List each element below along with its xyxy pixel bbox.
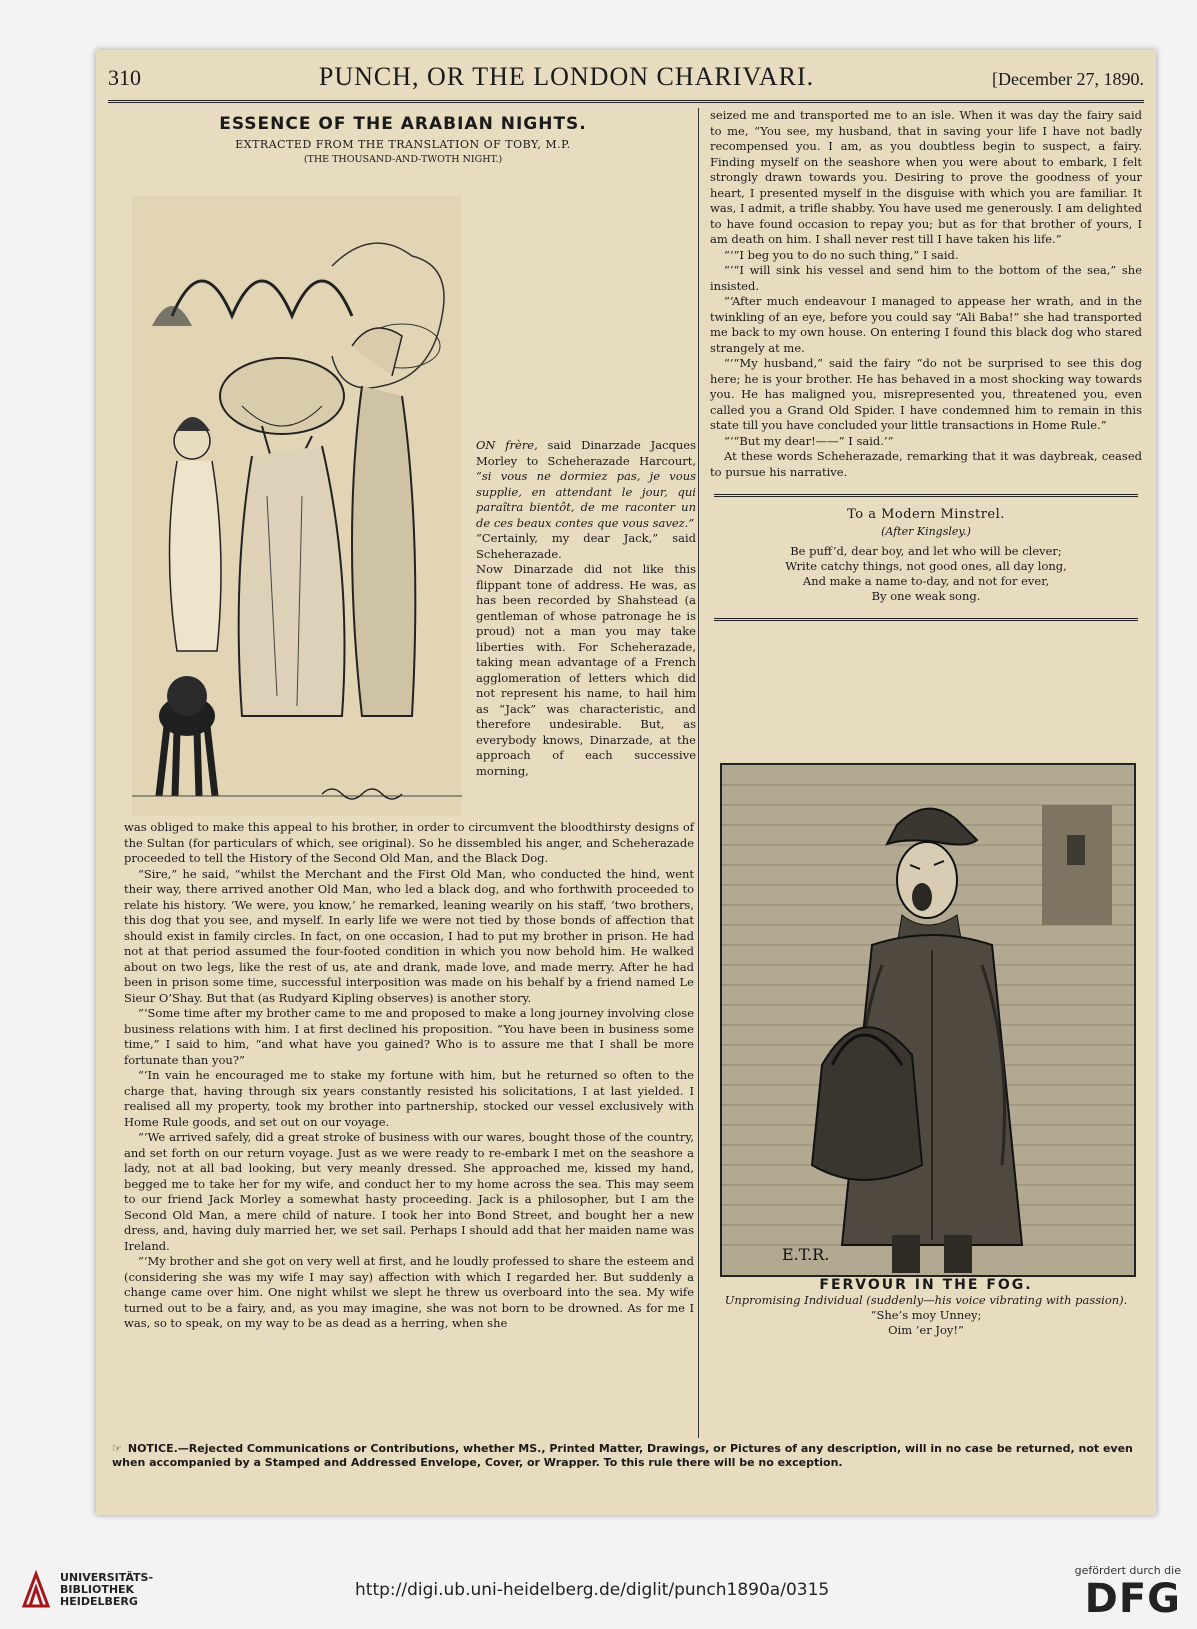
poem-line: Be puff’d, dear boy, and let who will be clever; bbox=[790, 544, 1062, 558]
cartoon-speech-line: Oim ’er Joy!” bbox=[888, 1323, 964, 1337]
pointing-hand-icon: ☞ bbox=[112, 1442, 122, 1455]
section-divider bbox=[714, 618, 1138, 621]
intro-opening: ON frère, bbox=[476, 438, 538, 452]
poem-title: To a Modern Minstrel. bbox=[847, 507, 1005, 522]
cartoon-caption bbox=[720, 1278, 1132, 1338]
continued-paragraph: “‘“But my dear!——” I said.’” bbox=[724, 433, 894, 448]
left-column bbox=[108, 108, 699, 1438]
poem-attribution: (After Kingsley.) bbox=[881, 525, 971, 538]
continued-paragraph: At these words Scheherazade, remarking that it was daybreak, ceased to pursue his narrative. bbox=[710, 449, 1142, 479]
library-name bbox=[60, 1572, 153, 1608]
cartoon-speech-line: “She’s moy Unney; bbox=[870, 1308, 982, 1322]
body-paragraph: “‘In vain he encouraged me to stake my fortune with him, but he returned so often to the charge that, having through six years constantly resisted his solicitations, I at last yielded. I realised all my property, took my brother into partnership, stocked our vessel exclusively with Home Rule goods, and set out on our voyage. bbox=[124, 1068, 694, 1129]
continued-paragraph: seized me and transported me to an isle. When it was day the fairy said to me, “You see, my husband, that in saving your life I have not badly recompensed you. I am, as you doubtless begin to suspect, a fairy. Finding myself on the seashore when you were about to embark, I felt strongly drawn towards you. Desiring to prove the goodness of your heart, I presented myself in the disguise with which you are familiar. It was, I admit, a trifle shabby. You have used me generously. I am delighted to have found occasion to repay you; but as for that brother of yours, I am death on him. I shall never rest till I have taken his life.” bbox=[710, 108, 1142, 246]
body-paragraph: “‘My brother and she got on very well at first, and he loudly professed to share the esteem and (considering she was my wife I may say) affection with which I regarded her. But suddenly a change came over him. One night whilst we slept he threw us overboard into the sea. My wife turned out to be a fairy, and, as you may imagine, she was not born to be drowned. As for me I was, so to speak, on my way to be as dead as a herring, when she bbox=[124, 1254, 694, 1330]
cartoon-title: FERVOUR IN THE FOG. bbox=[819, 1277, 1033, 1293]
library-name-line: UNIVERSITÄTS- bbox=[60, 1571, 154, 1584]
article-subtitle: EXTRACTED FROM THE TRANSLATION OF TOBY, M.P. bbox=[235, 138, 571, 151]
page-number: 310 bbox=[108, 65, 141, 90]
continued-paragraph: “‘“I beg you to do no such thing,” I said. bbox=[724, 247, 959, 262]
cartoon-speaker: Unpromising Individual (suddenly—his voice vibrating with passion). bbox=[724, 1293, 1128, 1307]
library-seal-icon bbox=[20, 1570, 52, 1610]
cartoon-drawing bbox=[722, 765, 1134, 1275]
article-body bbox=[124, 820, 694, 1332]
body-paragraph: “‘We arrived safely, did a great stroke of business with our wares, bought those of the country, and set forth on our return voyage. Just as we were ready to re-embark I met on the seashore a lady, not at all bad looking, but very meanly dressed. She approached me, kissed my hand, begged me to take her for my wife, and conduct her to my home across the sea. This may seem to our friend Jack Morley a somewhat hasty proceeding. Jack is a philosopher, but I am the Second Old Man, a mere child of nature. I took her into Bond Street, and bought her a new dress, and, having duly married her, we set sail. Perhaps I should add that her maiden name was Ireland. bbox=[124, 1130, 694, 1253]
illustration-drawing bbox=[132, 196, 462, 816]
dfg-funding-logo[interactable] bbox=[1075, 1564, 1181, 1621]
dfg-wordmark: DFG bbox=[1084, 1576, 1181, 1622]
continued-paragraph: “‘“I will sink his vessel and send him to the bottom of the sea,” she insisted. bbox=[710, 263, 1142, 293]
permalink-url[interactable]: http://digi.ub.uni-heidelberg.de/diglit/punch1890a/0315 bbox=[355, 1580, 830, 1600]
editorial-notice bbox=[112, 1442, 1140, 1470]
continued-paragraph: “‘After much endeavour I managed to appease her wrath, and in the twinkling of an eye, before you could say “Ali Baba!” she had transported me back to my own house. On entering I found this black dog who stared strangely at me. bbox=[710, 294, 1142, 355]
intro-narration: Now Dinarzade did not like this flippant tone of address. He was, as has been recorded by Shahstead (a gentleman of whose patronage he is proud) not a man you may take liberties with. For Scheherazade, taking mean advantage of a French agglomeration of letters which did not represent his name, to hail him as “Jack” was characteristic, and therefore undesirable. But, as everybody knows, Dinarzade, at the approach of each successive morning, bbox=[476, 562, 696, 778]
poem-line: And make a name to-day, and not for ever, bbox=[802, 574, 1050, 588]
issue-date: [December 27, 1890. bbox=[992, 69, 1144, 89]
masthead bbox=[108, 62, 1144, 103]
intro-french-quote: “si vous ne dormiez pas, je vous supplie, en attendant le jour, qui paraîtra bientôt, de me raconter un de ces beaux contes que vous savez.” bbox=[476, 469, 696, 530]
library-footer bbox=[0, 1560, 1197, 1629]
body-paragraph: “‘Some time after my brother came to me and proposed to make a long journey involving close business relations with him. I at first declined his proposition. “You have been in business some time,” I said to him, “and what have you gained? Who is to assure me that I shall be more fortunate than you?” bbox=[124, 1006, 694, 1067]
funding-label: gefördert durch die bbox=[1074, 1564, 1181, 1577]
article-night: (THE THOUSAND-AND-TWOTH NIGHT.) bbox=[303, 154, 503, 165]
library-name-line: HEIDELBERG bbox=[60, 1595, 138, 1608]
library-name-line: BIBLIOTHEK bbox=[60, 1583, 135, 1596]
poem-line: By one weak song. bbox=[871, 589, 981, 603]
continued-paragraph: “‘“My husband,” said the fairy “do not be surprised to see this dog here; he is your brother. He has behaved in a most shocking way towards you. He has maligned you, misrepresented you, threatened you, even called you a Grand Old Spider. I have condemned him to remain in this state till you have concluded your little transactions in Home Rule.” bbox=[710, 356, 1142, 432]
body-paragraph: was obliged to make this appeal to his brother, in order to circumvent the bloodthirsty designs of the Sultan (for particulars of which, see original). So he dissembled his anger, and Scheherazade proceeded to tell the History of the Second Old Man, and the Black Dog. bbox=[124, 820, 694, 865]
publication-title: PUNCH, OR THE LONDON CHARIVARI. bbox=[318, 62, 815, 91]
notice-text: NOTICE.—Rejected Communications or Contributions, whether MS., Printed Matter, Drawings, or Pictures of any description, will in no case be returned, not even when accompanied by a Stamped and Addressed Envelope, Cover, or Wrapper. To this rule there will be no exception. bbox=[112, 1442, 1133, 1469]
section-divider bbox=[714, 494, 1138, 497]
right-column bbox=[706, 108, 1146, 1438]
article-intro bbox=[476, 438, 696, 779]
fog-cartoon bbox=[720, 763, 1136, 1277]
intro-reply: “Certainly, my dear Jack,” said Scheherazade. bbox=[476, 531, 696, 561]
arabian-nights-illustration bbox=[132, 196, 462, 816]
newspaper-page bbox=[96, 50, 1156, 1515]
poem-line: Write catchy things, not good ones, all day long, bbox=[785, 559, 1067, 573]
university-library-logo[interactable] bbox=[20, 1570, 153, 1610]
article-title: ESSENCE OF THE ARABIAN NIGHTS. bbox=[219, 114, 587, 134]
intro-speakers: said Dinarzade Jacques Morley to Scheherazade Harcourt, bbox=[476, 438, 696, 468]
poem bbox=[706, 507, 1146, 604]
body-paragraph: “Sire,” he said, “whilst the Merchant and the First Old Man, who conducted the hind, went their way, there arrived another Old Man, who led a black dog, and who forthwith proceeded to relate his history. ‘We were, you know,’ he remarked, leaning wearily on his staff, ‘two brothers, this dog that you see, and myself. In early life we were not tied by those bonds of affection that should exist in family circles. In fact, on one occasion, I had to put my brother in prison. He had not at that period assumed the four-footed condition in which you now behold him. He walked about on two legs, like the rest of us, ate and drank, made love, and made merry. After he had been in prison some time, successful interposition was made on his behalf by a friend named Le Sieur O’Shay. But that (as Rudyard Kipling observes) is another story. bbox=[124, 866, 694, 1005]
article-continued bbox=[706, 108, 1146, 480]
cartoon-artist-mark: E.T.R. bbox=[782, 1245, 830, 1264]
